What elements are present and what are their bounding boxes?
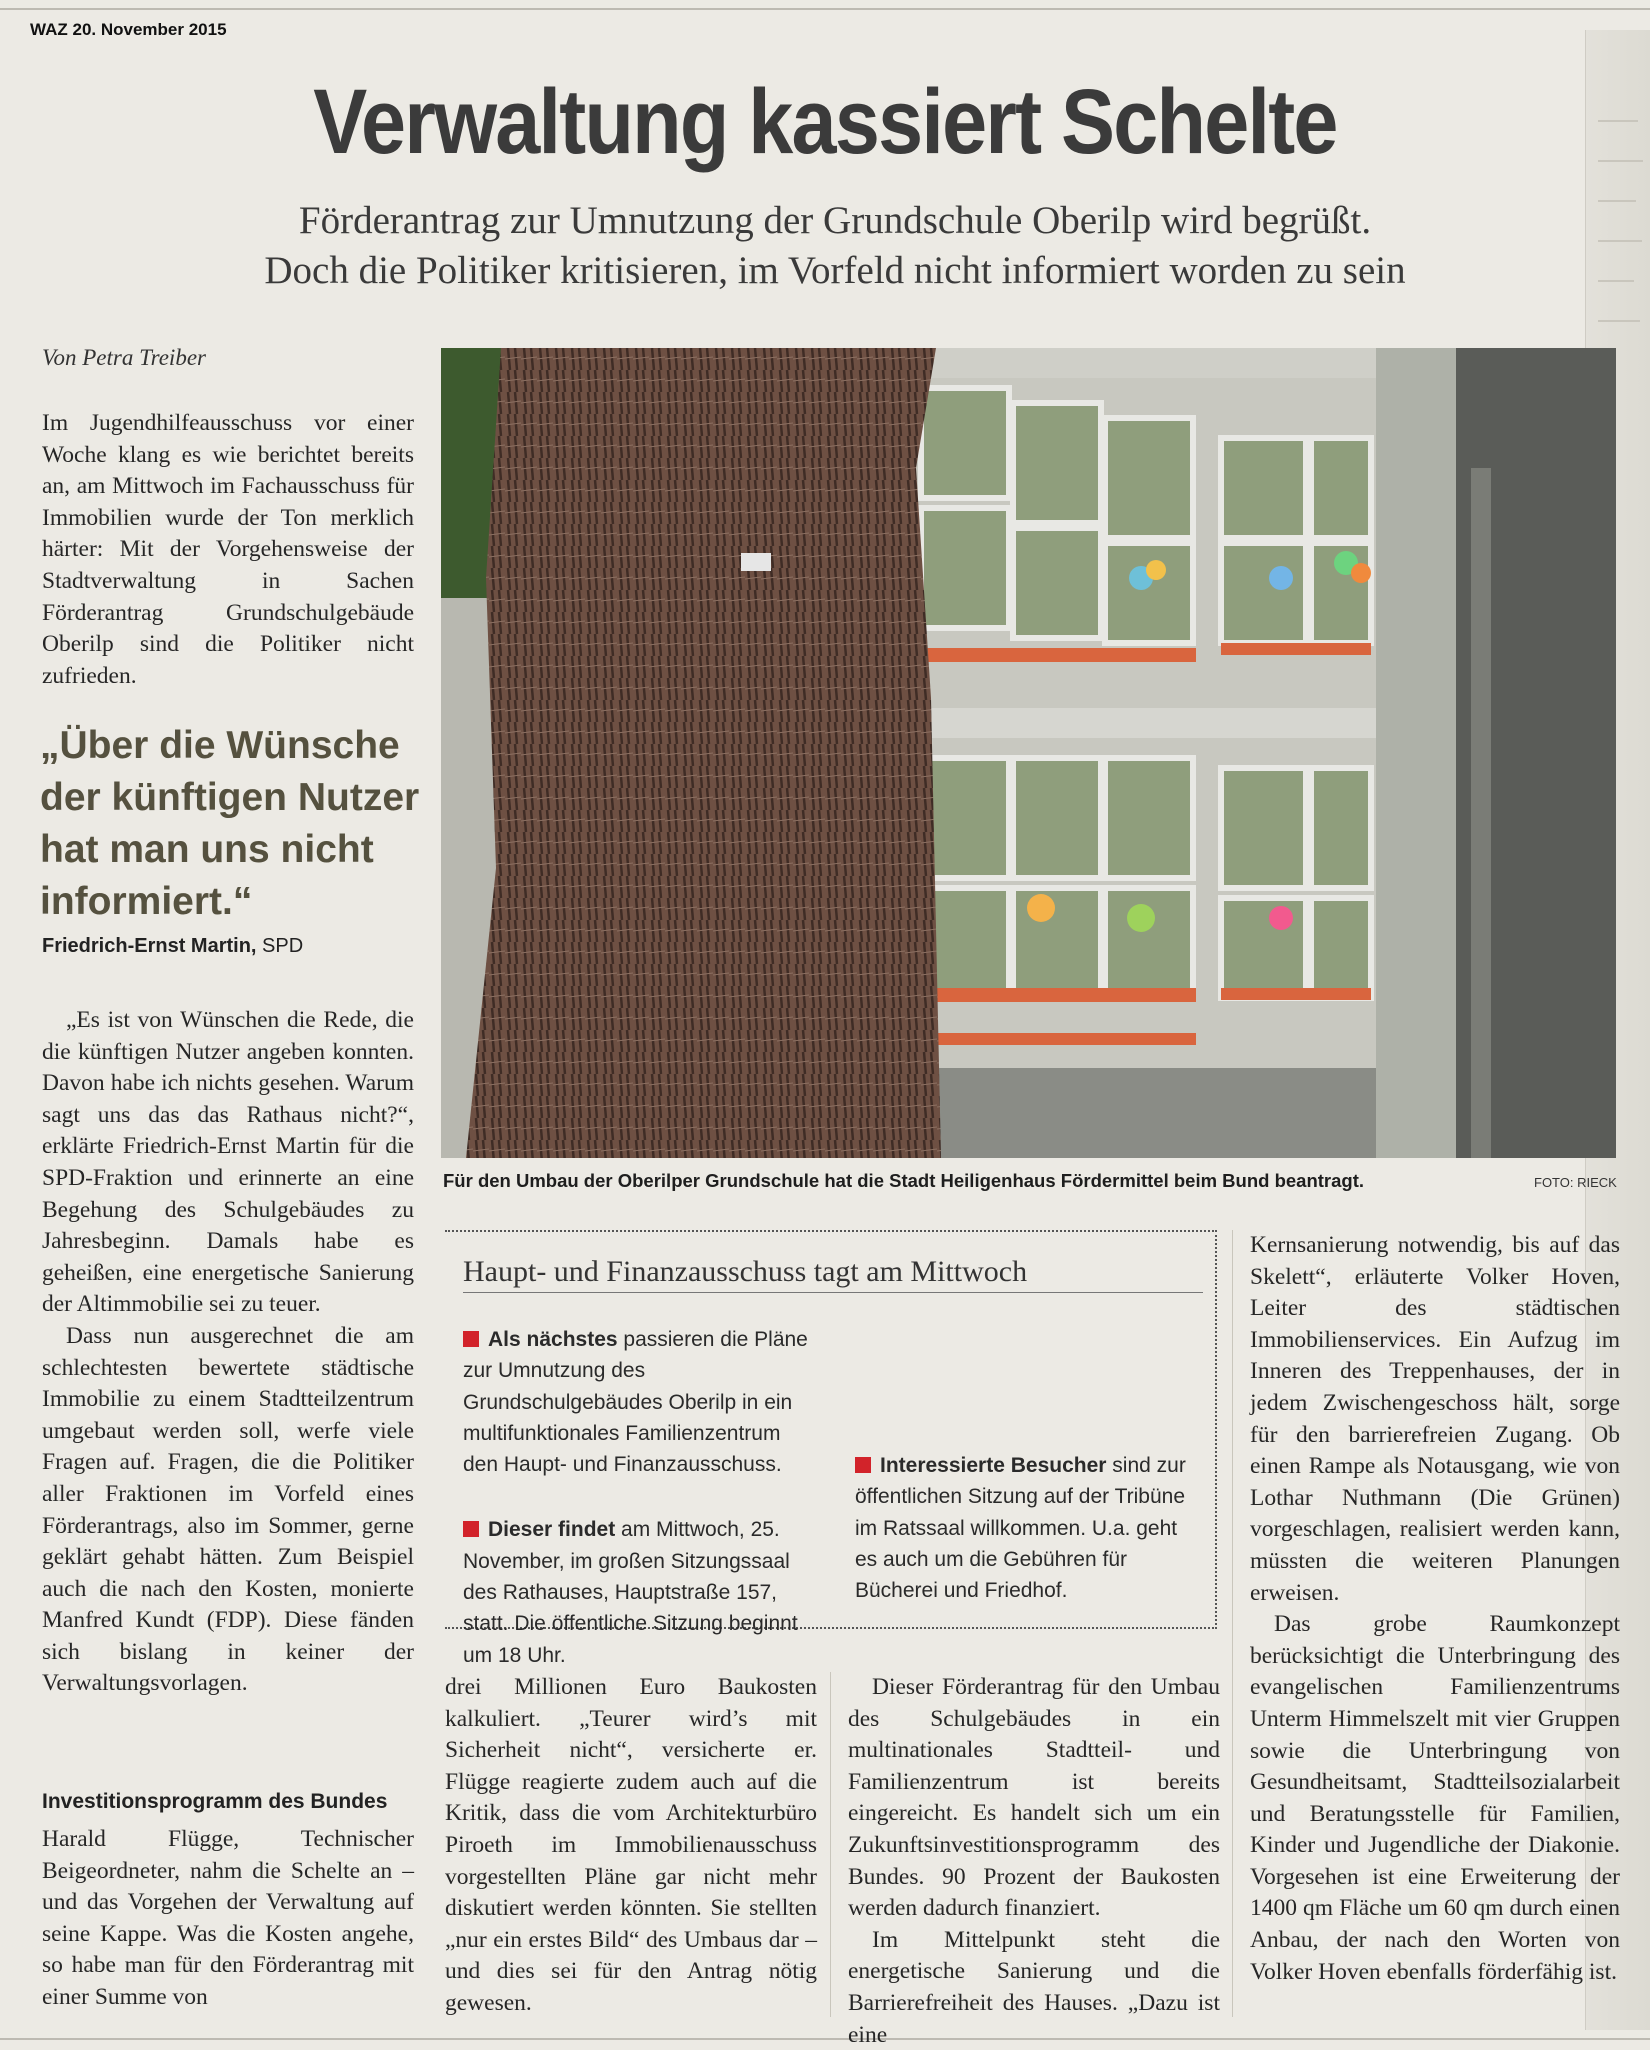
info-item-lead: Interessierte Besucher [880, 1454, 1107, 1477]
article-photo [441, 348, 1616, 1158]
info-box-title: Haupt- und Finanzausschuss tagt am Mittwoch [463, 1255, 1028, 1288]
article-paragraph: Dass nun ausgerechnet die am schlechtesten bewertete städtische Immobilie zu einem Stadtteilzentrum umgebaut werden soll, werfe viele Fragen auf. Fragen, die die Politiker aller Fraktionen im Vorfeld eines Förderantrags, also im Sommer, gerne geklärt gehabt hätten. Zum Beispiel auch die nach den Kosten, monierte Manfred Kundt (FDP). Diese fänden sich bislang in keiner der Verwaltungsvorlagen. [42, 1322, 414, 1697]
info-box-column-left [463, 1324, 813, 1671]
photo-caption: Für den Umbau der Oberilper Grundschule hat die Stadt Heiligenhaus Fördermittel beim Bund beantragt. [443, 1170, 1365, 1191]
article-byline: Von Petra Treiber [42, 345, 206, 370]
quote-author-party: SPD [256, 935, 304, 957]
school-building-photo [441, 348, 1616, 1158]
article-body-column-left [42, 1005, 414, 1700]
info-item [463, 1324, 813, 1480]
pull-quote-author [42, 935, 303, 958]
square-bullet-icon [463, 1521, 479, 1537]
quote-author-name: Friedrich-Ernst Martin, [42, 935, 257, 957]
article-paragraph: drei Millionen Euro Baukosten kalkuliert. „Teurer wird’s mit Sicherheit nicht“, versicherte er. Flügge reagierte zudem auch auf die Kritik, dass die vom Architekturbüro Piroeth im Immobilienausschuss vorgestellten Pläne gar nicht mehr diskutiert werden könnten. Sie stellten „nur ein erstes Bild“ des Umbaus dar – und dies sei für den Antrag nötig gewesen. [445, 1674, 817, 2016]
info-item [463, 1514, 813, 1670]
square-bullet-icon [855, 1457, 871, 1473]
article-body-column-left-bottom [42, 1824, 414, 2014]
article-headline: Verwaltung kassiert Schelte [313, 71, 1337, 173]
article-intro: Im Jugendhilfeausschuss vor einer Woche klang es wie berichtet bereits an, am Mittwoch im Fachausschuss für Immobilien wurde der Ton merklich härter: Mit der Vorgehensweise der Stadtverwaltung in Sachen Förderantrag Grundschulgebäude Oberilp sind die Politiker nicht zufrieden. [42, 410, 414, 689]
column-divider [1232, 1230, 1233, 2017]
article-subheading: Investitionsprogramm des Bundes [42, 1790, 388, 1813]
article-paragraph: „Es ist von Wünschen die Rede, die die künftigen Nutzer angeben konnten. Davon habe ich nichts gesehen. Warum sagt uns das das Rathaus nicht?“, erklärte Friedrich-Ernst Martin für die SPD-Fraktion und erinnerte an eine Begehung des Schulgebäudes zu Jahresbeginn. Damals habe es geheißen, eine energetische Sanierung der Altimmobilie sei zu teuer. [42, 1007, 414, 1318]
info-item-lead: Als nächstes [488, 1328, 618, 1351]
article-paragraph: Dieser Förderantrag für den Umbau des Schulgebäudes in ein multinationales Stadtteil- und Familienzentrum ist bereits eingereicht. Es handelt sich um ein Zukunftsinvestitionsprogramm des Bundes. 90 Prozent der Baukosten werden dadurch finanziert. [848, 1674, 1220, 1922]
article-subheadline-line1: Förderantrag zur Umnutzung der Grundschule Oberilp wird begrüßt. [298, 199, 1372, 242]
publication-date: WAZ 20. November 2015 [30, 20, 227, 39]
info-box-rule [463, 1292, 1203, 1293]
article-paragraph: Im Mittelpunkt steht die energetische Sanierung und die Barrierefreiheit des Hauses. „Dazu ist eine [848, 1926, 1220, 2048]
info-item-text: passieren die Pläne zur Umnutzung des Grundschulgebäudes Oberilp in ein multifunktionales Familienzentrum den Haupt- und Finanzausschuss. [463, 1328, 808, 1477]
info-box-column-right [855, 1450, 1205, 1606]
photo-credit: FOTO: RIECK [1534, 1175, 1617, 1190]
pull-quote: „Über die Wünsche der künftigen Nutzer hat man uns nicht informiert.“ [40, 724, 420, 923]
info-item-lead: Dieser findet [488, 1518, 616, 1542]
article-body-column-middle-right [848, 1672, 1220, 2051]
info-item-text: sind zur öffentlichen Sitzung auf der Tribüne im Ratssaal willkommen. U.a. geht es auch um die Gebühren für Bücherei und Friedhof. [855, 1454, 1186, 1603]
info-item-text: am Mittwoch, 25. November, im großen Sitzungssaal des Rathauses, Hauptstraße 157, statt. Die öffentliche Sitzung beginnt um 18 Uhr. [463, 1518, 798, 1667]
article-body-column-right [1250, 1230, 1620, 1988]
article-body-column-middle [445, 1672, 817, 2020]
article-subheadline-line2: Doch die Politiker kritisieren, im Vorfeld nicht informiert worden zu sein [264, 249, 1406, 292]
info-item [855, 1450, 1205, 1606]
column-divider [830, 1672, 831, 2017]
article-paragraph: Harald Flügge, Technischer Beigeordneter, nahm die Schelte an – und das Vorgehen der Verwaltung auf seine Kappe. Was die Kosten angehe, so habe man für den Förderantrag mit einer Summe von [42, 1826, 414, 2010]
article-paragraph: Das grobe Raumkonzept berücksichtigt die Unterbringung des evangelischen Familienzentrums Unterm Himmelszelt mit vier Gruppen sowie die Unterbringung von Gesundheitsamt, Stadtteilsozialarbeit und Beratungsstelle für Familien, Kinder und Jugendliche der Diakonie. Vorgesehen ist eine Erweiterung der 1400 qm Fläche um 60 qm durch einen Anbau, der nach den Worten von Volker Hoven ebenfalls förderfähig ist. [1250, 1611, 1620, 1985]
article-intro-column [42, 408, 414, 692]
square-bullet-icon [463, 1331, 479, 1347]
article-paragraph: Kernsanierung notwendig, bis auf das Skelett“, erläuterte Volker Hoven, Leiter des städtischen Immobilienservices. Ein Aufzug im Inneren des Treppenhauses, der in jedem Zwischengeschoss hält, sorge für den barrierefreien Zugang. Ob einen Rampe als Notausgang, wie von Lothar Nuthmann (Die Grünen) vorgeschlagen, realisiert werden kann, müssten die weiteren Planungen erweisen. [1250, 1232, 1620, 1606]
